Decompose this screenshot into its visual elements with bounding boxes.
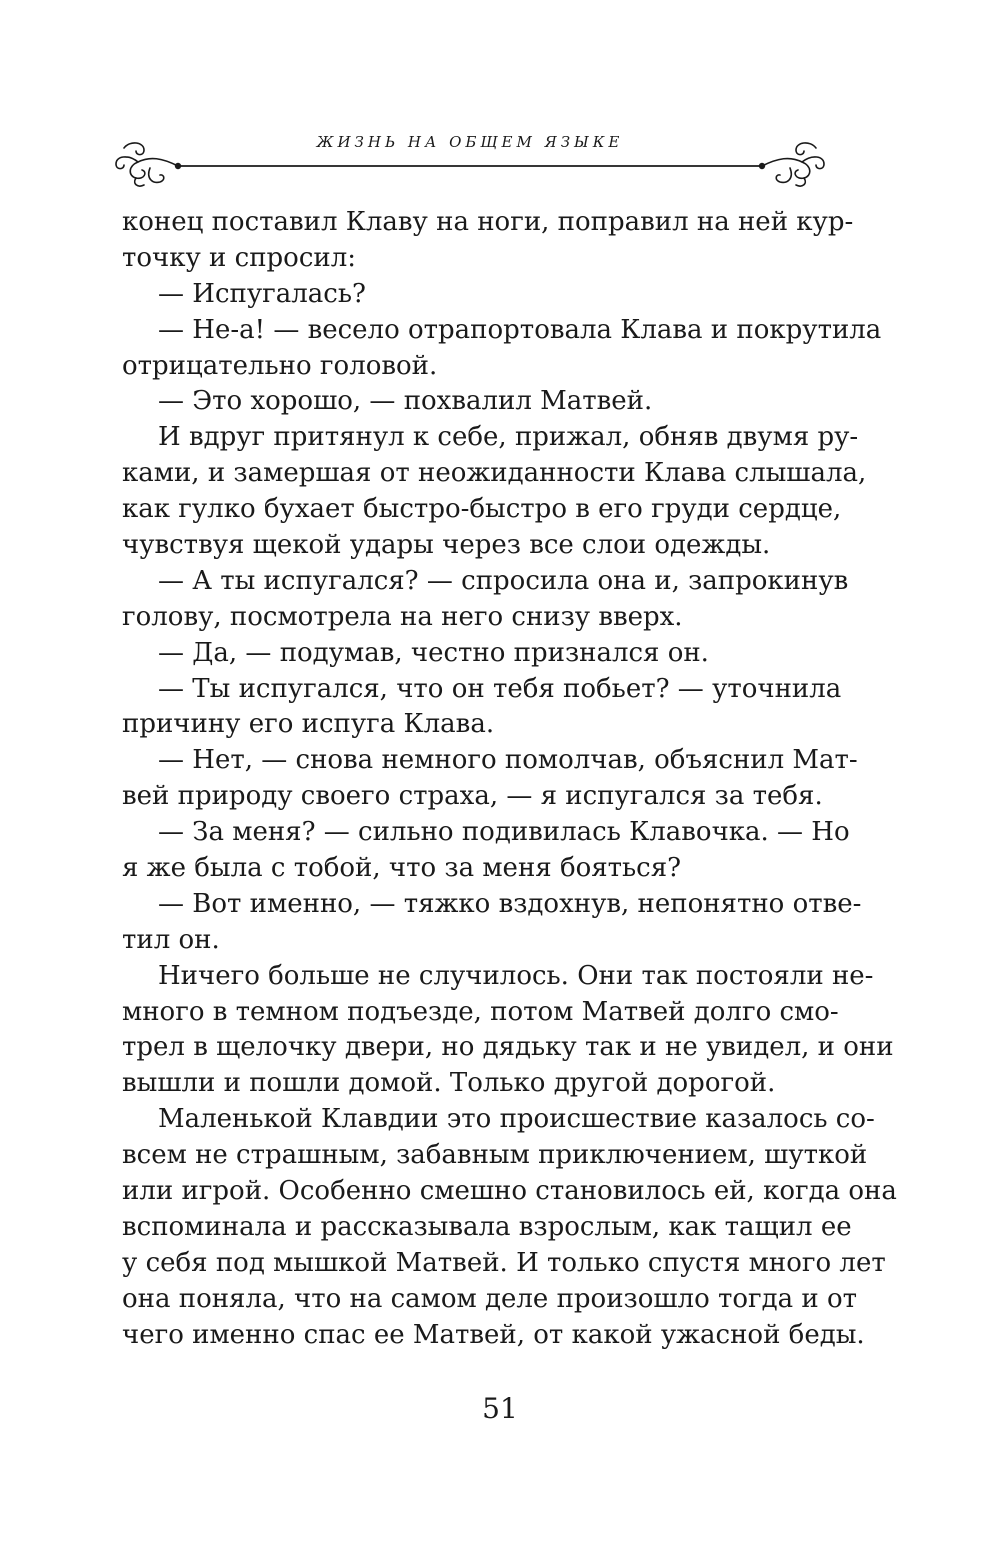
text-line: как гулко бухает быстро-быстро в его груди сердце,	[122, 494, 842, 525]
text-line: чего именно спас ее Матвей, от какой ужасной беды.	[122, 1319, 865, 1350]
text-line: причину его испуга Клава.	[122, 709, 495, 740]
text-line: — За меня? — сильно подивилась Клавочка. — Но	[158, 817, 850, 848]
text-line: чувствуя щекой удары через все слои одежды.	[122, 530, 771, 561]
text-line: И вдруг притянул к себе, прижал, обняв двумя ру-	[158, 422, 859, 453]
text-line: — Вот именно, — тяжко вздохнув, непонятно отве-	[158, 888, 862, 919]
text-line: Ничего больше не случилось. Они так постояли не-	[158, 960, 874, 991]
text-line: она поняла, что на самом деле произошло тогда и от	[122, 1283, 858, 1314]
text-line: много в темном подъезде, потом Матвей долго смо-	[122, 996, 839, 1027]
page-number: 51	[482, 1392, 518, 1425]
text-line: — Не-а! — весело отрапортовала Клава и покрутила	[158, 314, 882, 345]
text-line: я же была с тобой, что за меня бояться?	[122, 853, 682, 884]
text-line: — А ты испугался? — спросила она и, запрокинув	[158, 565, 849, 596]
text-line: вей природу своего страха, — я испугался за тебя.	[122, 781, 823, 812]
text-line: — Да, — подумав, честно признался он.	[158, 637, 709, 668]
text-line: или игрой. Особенно смешно становилось ей, когда она	[122, 1176, 897, 1207]
text-line: голову, посмотрела на него снизу вверх.	[122, 601, 683, 632]
text-line: вышли и пошли домой. Только другой дорогой.	[122, 1068, 776, 1099]
text-line: ками, и замершая от неожиданности Клава слышала,	[122, 458, 867, 489]
text-line: конец поставил Клаву на ноги, поправил на ней кур-	[122, 207, 854, 237]
text-line: — Испугалась?	[158, 278, 366, 309]
text-line: тил он.	[122, 924, 220, 955]
text-line: трел в щелочку двери, но дядьку так и не увидел, и они	[122, 1032, 894, 1063]
body-text	[122, 205, 897, 1354]
text-line: точку и спросил:	[122, 242, 356, 273]
text-line: — Ты испугался, что он тебя побьет? — уточнила	[158, 673, 842, 704]
text-line: отрицательно головой.	[122, 350, 438, 381]
text-line: — Нет, — снова немного помолчав, объяснил Мат-	[158, 745, 858, 776]
text-line: вспоминала и рассказывала взрослым, как тащил ее	[122, 1211, 852, 1242]
text-line: Маленькой Клавдии это происшествие казалось со-	[158, 1104, 875, 1135]
text-line: всем не страшным, забавным приключением, шуткой	[122, 1140, 868, 1171]
text-line: у себя под мышкой Матвей. И только спустя много лет	[122, 1247, 886, 1278]
running-title: ЖИЗНЬ НА ОБЩЕМ ЯЗЫКЕ	[316, 133, 624, 151]
text-line: — Это хорошо, — похвалил Матвей.	[158, 386, 653, 417]
page-header	[110, 128, 830, 198]
